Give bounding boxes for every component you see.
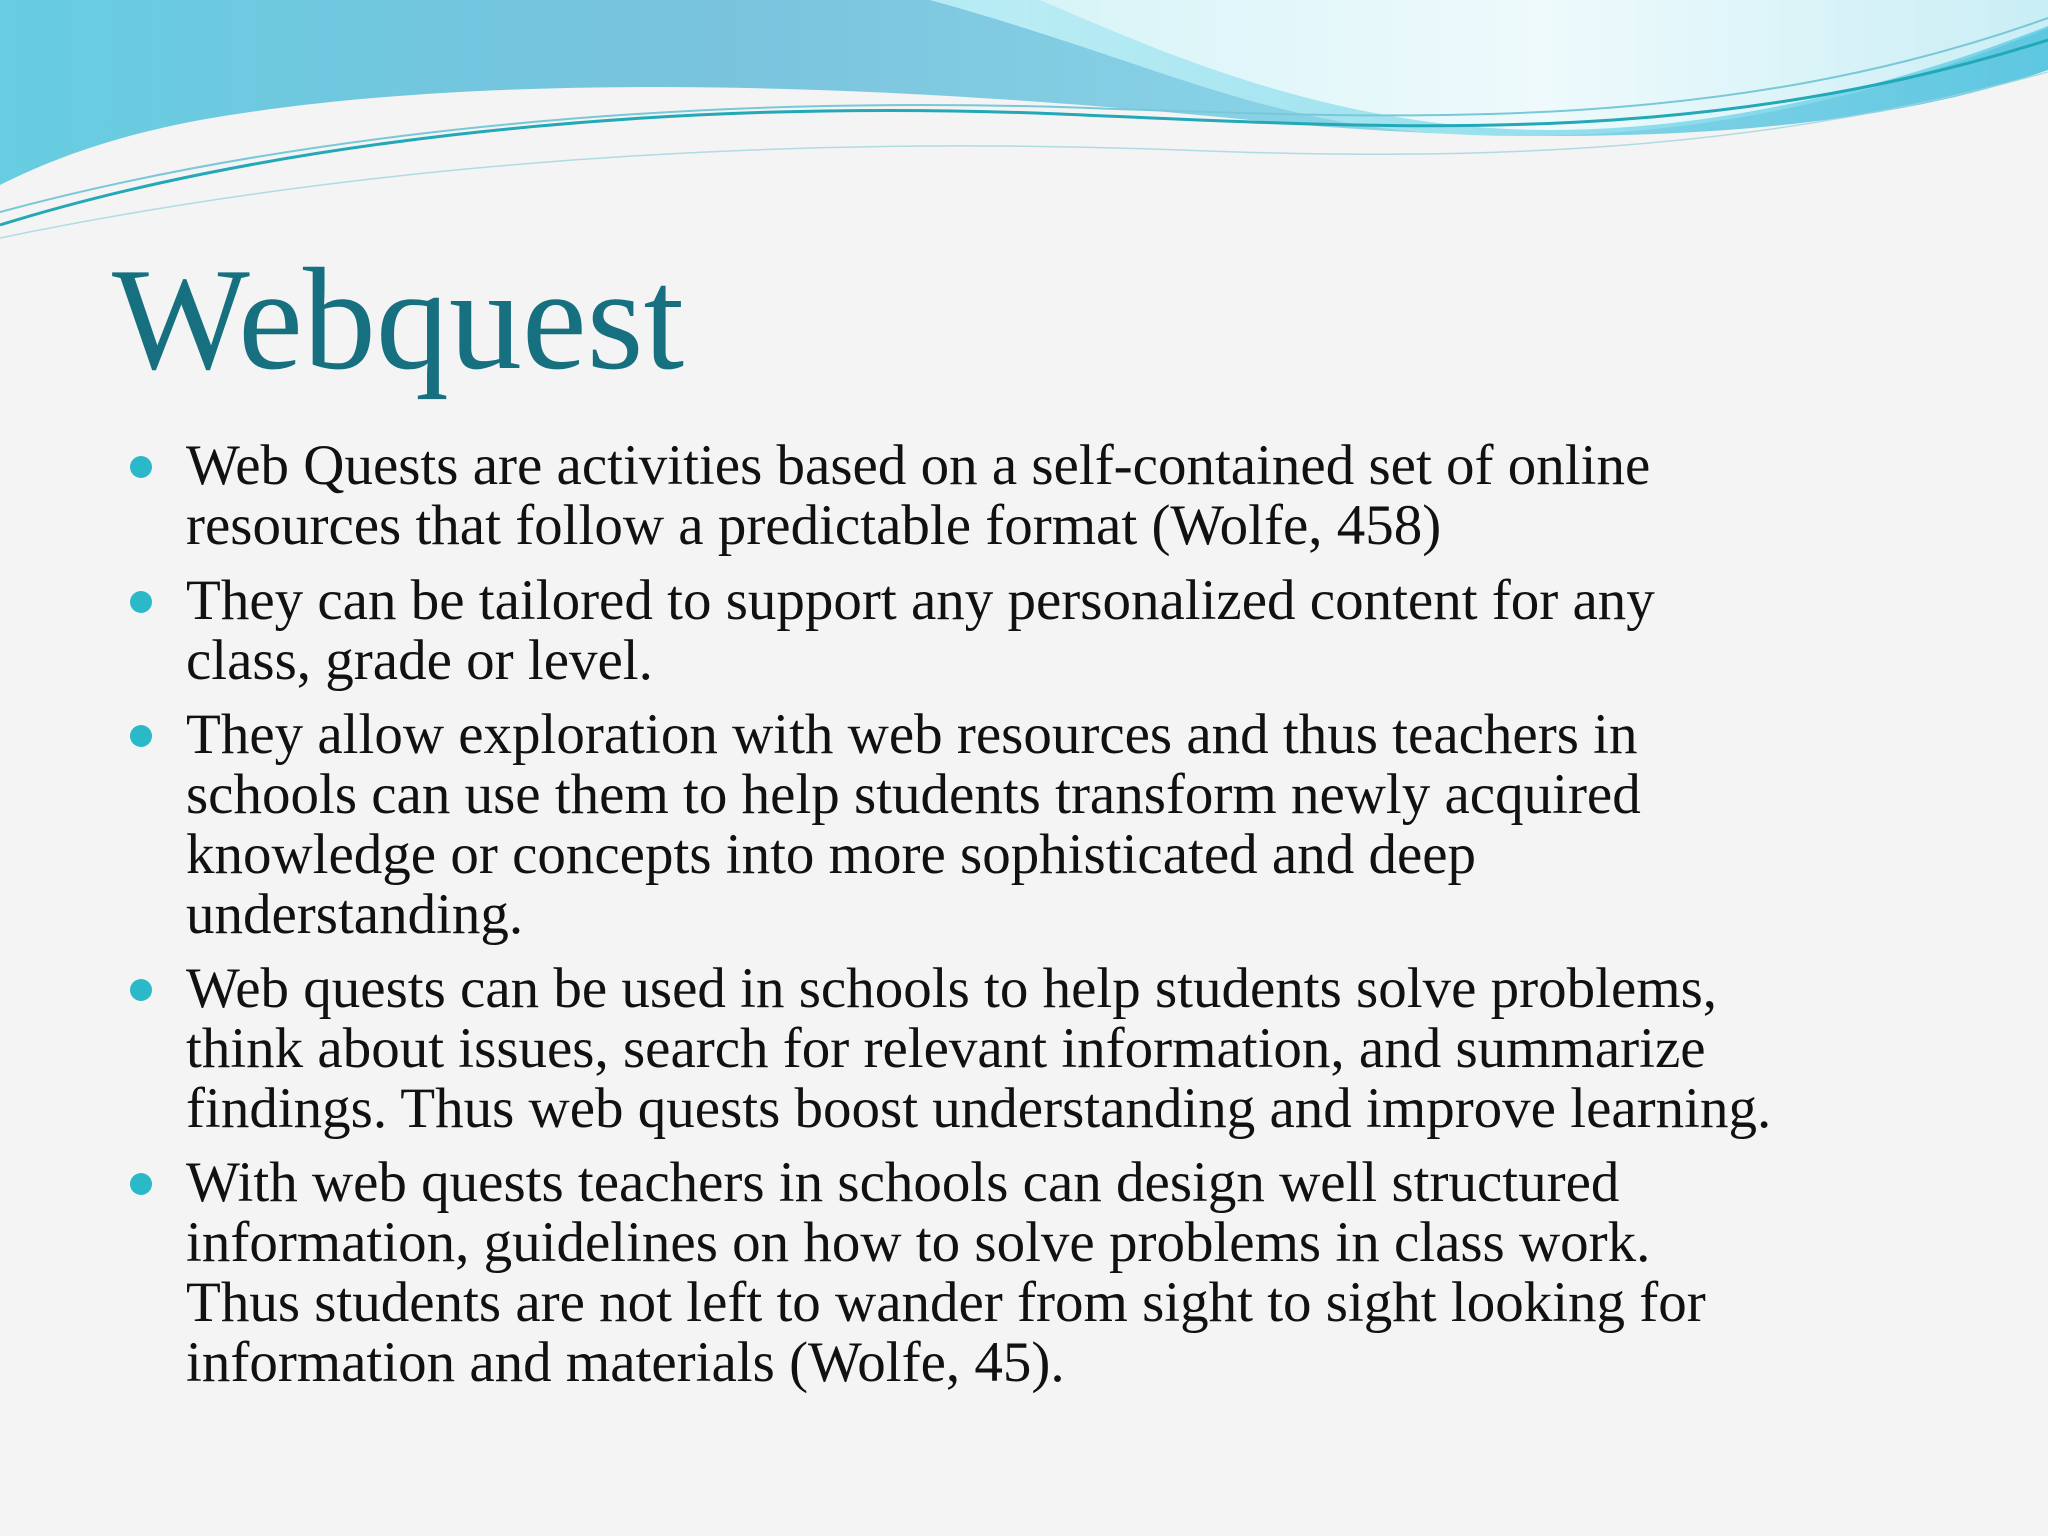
bullet-text: Web Quests are activities based on a self-contained set of online resources that follow a predictable format (Wolfe, 458) <box>186 434 1651 557</box>
bullet-item <box>130 959 1970 1139</box>
bullet-dot-icon <box>130 1173 152 1195</box>
slide-title: Webquest <box>112 238 685 400</box>
bullet-item <box>130 1153 1970 1393</box>
bullet-dot-icon <box>130 456 152 478</box>
bullet-item <box>130 705 1970 945</box>
bullet-text: With web quests teachers in schools can design well structured information, guidelines on how to solve problems in class work. Thus students are not left to wander from sight to sight looking for information and materials (Wolfe, 45). <box>186 1151 1706 1394</box>
bullet-dot-icon <box>130 591 152 613</box>
bullet-item <box>130 436 1970 556</box>
bullet-item <box>130 571 1970 691</box>
wave-header-decoration <box>0 0 2048 240</box>
bullet-text: Web quests can be used in schools to help students solve problems, think about issues, search for relevant information, and summarize findings. Thus web quests boost understanding and improve learning. <box>186 957 1772 1140</box>
bullet-dot-icon <box>130 725 152 747</box>
bullet-text: They allow exploration with web resources and thus teachers in schools can use them to help students transform newly acquired knowledge or concepts into more sophisticated and deep understanding. <box>186 703 1641 946</box>
bullet-dot-icon <box>130 979 152 1001</box>
bullet-list <box>130 436 1970 1408</box>
bullet-text: They can be tailored to support any personalized content for any class, grade or level. <box>186 569 1655 692</box>
